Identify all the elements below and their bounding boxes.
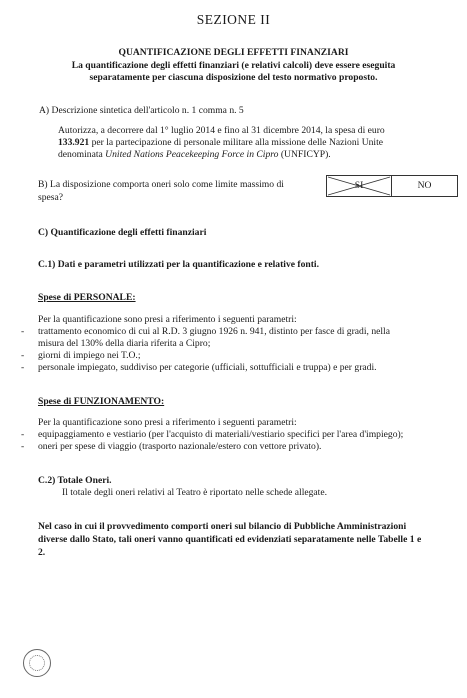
section-a-line-1: Autorizza, a decorrere dal 1° luglio 2014 e fino al 31 dicembre 2014, la spesa di euro xyxy=(58,125,385,136)
bullet-icon: - xyxy=(21,441,25,452)
bullet-icon: - xyxy=(21,350,25,361)
yes-option: SI xyxy=(327,176,392,196)
personale-intro: Per la quantificazione sono presi a riferimento i seguenti parametri: xyxy=(38,314,297,325)
note-line-3: 2. xyxy=(38,547,46,558)
totale-heading-text: C.2) Totale Oneri. xyxy=(38,475,112,486)
funzionamento-heading: Spese di FUNZIONAMENTO: xyxy=(38,396,165,407)
funzionamento-item-1: equipaggiamento e vestiario (per l'acquisto di materiali/vestiario specifici per l'area d'impiego); xyxy=(38,429,404,440)
mission-suffix: (UNFICYP). xyxy=(280,149,331,160)
no-option: NO xyxy=(417,180,432,191)
personale-heading: Spese di PERSONALE: xyxy=(38,292,136,303)
section-a-line-2-text: per la partecipazione di personale militare alla missione delle Nazioni Unite xyxy=(91,137,384,148)
funzionamento-intro: Per la quantificazione sono presi a riferimento i seguenti parametri: xyxy=(38,417,297,428)
totale-heading xyxy=(38,475,112,486)
amount: 133.921 xyxy=(58,137,90,148)
section-title: SEZIONE II xyxy=(196,12,271,27)
section-c1-heading: C.1) Dati e parametri utilizzati per la quantificazione e relative fonti. xyxy=(38,259,320,270)
section-a-heading: A) Descrizione sintetica dell'articolo n. 1 comma n. 5 xyxy=(39,105,244,116)
funzionamento-item-2: oneri per spese di viaggio (trasporto nazionale/estero con vettore privato). xyxy=(38,441,322,452)
bullet-icon: - xyxy=(21,429,25,440)
subtitle-line-1: La quantificazione degli effetti finanziari (e relativi calcoli) deve essere eseguita xyxy=(71,60,396,71)
document-title: QUANTIFICAZIONE DEGLI EFFETTI FINANZIARI xyxy=(118,47,349,58)
mission-prefix: denominata xyxy=(58,149,103,160)
yes-no-box xyxy=(326,175,458,197)
bullet-icon: - xyxy=(21,326,25,337)
section-b-line-2: spesa? xyxy=(38,192,64,203)
section-c-heading: C) Quantificazione degli effetti finanziari xyxy=(38,227,207,238)
totale-text: Il totale degli oneri relativi al Teatro è riportato nelle schede allegate. xyxy=(62,487,327,498)
personale-item-1-continuation: misura del 130% della diaria riferita a Cipro; xyxy=(38,338,211,349)
subtitle-line-2: separatamente per ciascuna disposizione del testo normativo proposto. xyxy=(89,72,378,83)
personale-item-2: giorni di impiego nei T.O.; xyxy=(38,350,141,361)
bullet-icon: - xyxy=(21,362,25,373)
section-a-line-3 xyxy=(58,149,331,160)
section-a-line-2 xyxy=(58,137,383,148)
mission-name: United Nations Peacekeeping Force in Cipro xyxy=(105,149,279,160)
section-b-line-1: B) La disposizione comporta oneri solo come limite massimo di xyxy=(38,179,284,190)
note-line-1: Nel caso in cui il provvedimento comporti oneri sul bilancio di Pubbliche Amministrazioni xyxy=(38,521,407,532)
note-line-2: diverse dallo Stato, tali oneri vanno quantificati ed evidenziati separatamente nelle Tabelle 1 e xyxy=(38,534,422,545)
personale-item-3: personale impiegato, suddiviso per categorie (ufficiali, sottufficiali e truppa) e per gradi. xyxy=(38,362,377,373)
stamp-icon xyxy=(23,649,51,677)
personale-item-1: trattamento economico di cui al R.D. 3 giugno 1926 n. 941, distinto per fasce di gradi, nella xyxy=(38,326,390,337)
